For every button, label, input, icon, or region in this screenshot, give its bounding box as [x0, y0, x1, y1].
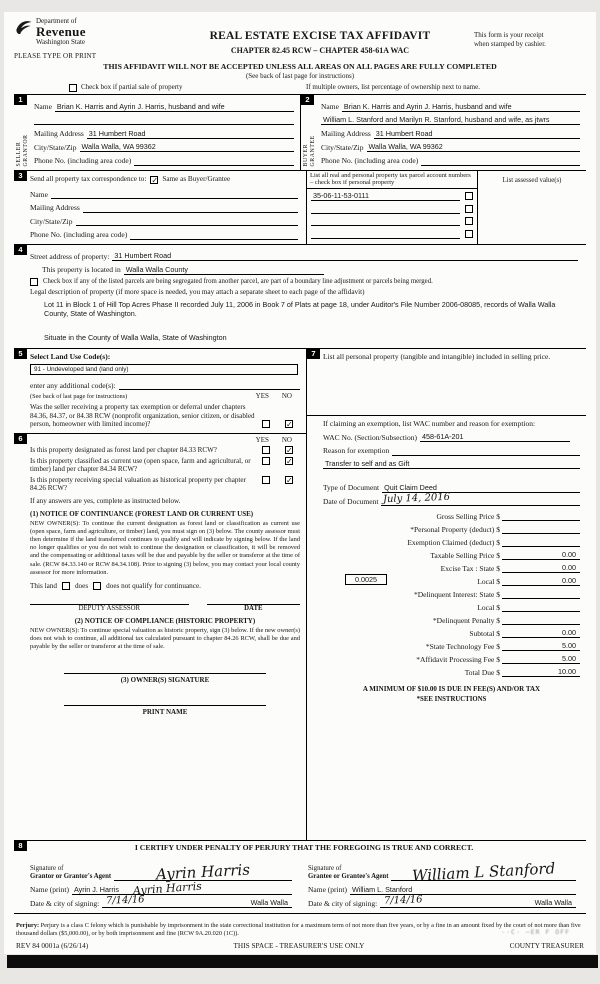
grantee-signature-labels	[308, 865, 391, 881]
continuance-qualify-row	[30, 582, 300, 591]
segregated-row	[30, 278, 578, 286]
seller-mailing-field[interactable]: 31 Humbert Road	[87, 129, 294, 139]
question-text: Is this property classified as current use (open space, farm and agricultural, or timber) land per chapter 84.34 RCW?	[30, 456, 251, 474]
excise-tax-state-value[interactable]: 0.00	[502, 563, 580, 573]
question-text: Is this property receiving special valuation as historical property per chapter 84.26 RCW?	[30, 475, 246, 493]
reason-label: Reason for exemption	[323, 446, 390, 456]
personal-property-checkbox[interactable]	[465, 217, 473, 225]
section-number-6: 6	[14, 434, 27, 444]
certify-statement: I CERTIFY UNDER PENALTY OF PERJURY THAT THE FOREGOING IS TRUE AND CORRECT.	[134, 842, 474, 852]
spacer	[323, 469, 580, 479]
selling-price-section	[307, 349, 586, 840]
section-number-7: 7	[307, 349, 320, 359]
no-header: NO	[281, 435, 292, 444]
forest-land-question	[30, 446, 300, 455]
reason-value-field[interactable]: Transfer to self and as Gift	[323, 459, 580, 469]
deputy-assessor-lines	[30, 597, 300, 605]
correspondence-name-row	[30, 186, 298, 200]
date-city-label: Date & city of signing:	[308, 898, 378, 908]
personal-property-deduct-value[interactable]	[502, 525, 580, 534]
section-number-2: 2	[301, 95, 314, 105]
buyer-name2-field[interactable]: William L. Stanford and Marilyn R. Stanford, husband and wife, as jtwrs	[321, 115, 580, 125]
total-due-row: Total Due $ 10.00	[323, 664, 580, 677]
assessed-value-column	[478, 171, 586, 244]
parcel-row	[307, 201, 477, 214]
located-in-label: This property is located in	[42, 265, 121, 275]
buyer-mailing-row	[321, 125, 580, 139]
correspondence-csz-field[interactable]	[76, 217, 299, 226]
notice-continuance-body: NEW OWNER(S): To continue the current designation as forest land or classification as current use (open space, farm and agriculture, or timber) land, you must sign on (3) below. The county assessor must then determine if the land transferred continues to qualify and will indicate by signing below. If the land no longer qualifies or you do not wish to continue the designation or classification, it will be removed and the compensating or additional taxes will be due and payable by the seller or transferor at the time of sale. (RCW 84.33.140 or RCW 84.34.108). Prior to signing (3) below, you may contact your local county assessor for more information.	[30, 519, 300, 576]
seller-csz-row	[34, 139, 294, 153]
same-as-buyer-checkbox[interactable]: ✓	[151, 175, 159, 185]
form-revision-number: REV 84 0001a (6/26/14)	[16, 940, 89, 950]
total-due-value[interactable]: 10.00	[502, 667, 580, 677]
seller-name-field[interactable]: Brian K. Harris and Ayrin J. Harris, husband and wife	[55, 102, 294, 112]
assessed-value-header: List assessed value(s)	[502, 176, 562, 184]
partial-sale-checkbox[interactable]	[69, 84, 77, 92]
see-back-note: (See back of last page for instructions)	[245, 71, 355, 80]
reason-row	[323, 442, 580, 456]
parcel-row	[307, 226, 477, 239]
historic-property-question	[30, 476, 300, 493]
grantor-date-city-field[interactable]	[102, 895, 292, 909]
agency-wordmark	[36, 18, 86, 47]
seller-phone-row	[34, 152, 294, 166]
grantee-signature-field[interactable]	[391, 859, 576, 886]
mailing-address-label: Mailing Address	[34, 129, 84, 139]
no-checkbox[interactable]: ✓	[286, 446, 293, 456]
seller-name-row	[34, 98, 294, 112]
local-rate-box: 0.0025	[345, 574, 387, 585]
grantee-signature-row	[308, 855, 576, 886]
please-type-or-print: PLEASE TYPE OR PRINT	[14, 52, 97, 61]
grantee-signature-ink: William L Stanford	[411, 859, 556, 886]
personal-property-blank-area[interactable]	[323, 361, 580, 415]
seller-phone-field[interactable]	[134, 157, 294, 166]
parcel-number-field[interactable]	[311, 205, 460, 214]
yes-no-boxes	[262, 420, 300, 428]
parcel-row	[307, 214, 477, 227]
grantee-city-value: Walla Walla	[534, 898, 572, 908]
dept-of-line: Department of	[36, 17, 77, 25]
grantor-signature-ink: Ayrin Harris	[155, 861, 251, 884]
phone-label: Phone No. (including area code)	[30, 230, 128, 240]
deputy-assessor-signature-line[interactable]	[30, 597, 189, 605]
yes-no-boxes	[262, 476, 300, 484]
perjury-lead: Perjury:	[16, 922, 40, 930]
section-number-4: 4	[14, 245, 27, 255]
additional-codes-label: enter any additional code(s):	[30, 381, 116, 391]
state-technology-fee-row: *State Technology Fee $ 5.00	[323, 638, 580, 651]
grantor-signature-row	[30, 855, 292, 884]
owners-signature-line[interactable]	[64, 664, 266, 674]
situate-line: Situate in the County of Walla Walla, State of Washington	[44, 332, 227, 342]
correspondence-phone-row	[30, 226, 298, 240]
street-address-field[interactable]: 31 Humbert Road	[112, 251, 578, 261]
yes-no-boxes	[262, 457, 300, 465]
date-label: DATE	[244, 604, 263, 612]
minimum-fee-note: A MINIMUM OF $10.00 IS DUE IN FEE(S) AND/OR TAX	[362, 685, 541, 694]
perjury-text: Perjury is a class C felony which is punishable by imprisonment in the state correctional institution for a maximum term of not more than five years, or by a fine in an amount fixed by the court of not more than five thousand dollars ($5,000.00), or by both imprisonment and fine (RCW 9A.20.020 (1C)).	[16, 922, 581, 938]
grantee-date-city-field[interactable]	[380, 895, 576, 909]
exemption-intro: If claiming an exemption, list WAC number and reason for exemption:	[323, 419, 536, 429]
segregated-checkbox[interactable]	[30, 278, 38, 286]
parcel-table	[306, 171, 586, 244]
question-text: Is this property designated as forest land per chapter 84.33 RCW?	[30, 446, 217, 455]
buyer-section	[300, 95, 586, 170]
grantor-date-ink: 7/14/16	[105, 894, 145, 907]
city-state-zip-label: City/State/Zip	[321, 142, 364, 152]
grantor-signature-block	[30, 855, 304, 908]
seller-section	[14, 95, 300, 170]
deputy-assessor-labels	[30, 605, 300, 613]
parcel-column	[307, 171, 478, 244]
receipt-note-line2: when stamped by cashier.	[474, 39, 546, 48]
current-use-question	[30, 457, 300, 474]
print-name-label: PRINT NAME	[142, 708, 188, 717]
segregated-label: Check box if any of the listed parcels are being segregated from another parcel, are part of a boundary line adjustment or parcels being merged.	[43, 277, 433, 285]
land-use-code-select[interactable]	[30, 364, 298, 375]
header-center	[166, 18, 474, 56]
document-date-label: Date of Document	[323, 496, 379, 506]
affidavit-processing-fee-row: *Affidavit Processing Fee $ 5.00	[323, 651, 580, 664]
exemption-deferral-question	[30, 403, 300, 429]
additional-codes-row	[30, 377, 300, 391]
state-technology-fee-value[interactable]: 5.00	[502, 641, 580, 651]
section-number-1: 1	[14, 95, 27, 105]
wac-label: WAC No. (Section/Subsection)	[323, 432, 417, 442]
print-name-line[interactable]	[64, 696, 266, 706]
yes-checkbox[interactable]	[262, 476, 270, 484]
treasurer-space-label: THIS SPACE - TREASURER'S USE ONLY	[233, 940, 365, 950]
legal-description-label: Legal description of property (if more space is needed, you may attach a separate sheet to each page of the affidavit)	[30, 288, 365, 297]
correspondence-mailing-row	[30, 199, 298, 213]
does-checkbox[interactable]	[62, 582, 70, 590]
name-print-label: Name (print)	[30, 885, 69, 895]
land-use-code-value: 91 - Undeveloped land (land only)	[34, 365, 129, 373]
wac-row	[323, 429, 580, 443]
see-instructions-note: *SEE INSTRUCTIONS	[416, 695, 487, 703]
owners-signature-label: (3) OWNER(S) SIGNATURE	[120, 675, 210, 684]
grantor-signature-labels	[30, 865, 114, 881]
same-as-buyer-label: Same as Buyer/Grantee	[162, 175, 231, 184]
seller-grantor-side-label: SELLER GRANTOR	[16, 134, 30, 167]
delinquent-interest-local-value[interactable]	[502, 603, 580, 612]
correspondence-mailing-field[interactable]	[83, 204, 298, 213]
affidavit-processing-fee-value[interactable]: 5.00	[502, 654, 580, 664]
exemption-claimed-value[interactable]	[502, 538, 580, 547]
see-back-note: (See back of last page for instructions)	[30, 393, 128, 401]
scan-artifact-bar	[7, 955, 598, 968]
delinquent-penalty-row: *Delinquent Penalty $	[323, 612, 580, 625]
washington-state-line: Washington State	[36, 38, 86, 47]
perjury-notice	[14, 919, 586, 938]
middle-columns	[14, 349, 586, 841]
grantee-date-ink: 7/14/16	[383, 894, 423, 907]
phone-label: Phone No. (including area code)	[321, 156, 419, 166]
chapter-line: CHAPTER 82.45 RCW – CHAPTER 458-61A WAC	[230, 46, 410, 56]
grantor-date-city-row	[30, 895, 292, 909]
yes-no-header-row	[30, 436, 300, 445]
taxable-selling-price-value[interactable]: 0.00	[502, 550, 580, 560]
partial-sale-label: Check box if partial sale of property	[81, 83, 183, 92]
name-label: Name	[321, 102, 339, 112]
right-column	[306, 349, 586, 840]
grantor-agent-label: Grantor or Grantor's Agent	[30, 873, 112, 881]
gross-selling-price-row: Gross Selling Price $	[323, 508, 580, 521]
no-header: NO	[281, 392, 292, 401]
legal-description-text[interactable]: Lot 11 in Block 1 of Hill Top Acres Phase II recorded July 11, 2006 in Book 7 of Plats at page 18, under Auditor's File Number 2006-08085, records of Walla Walla County, State of Washington.	[44, 300, 556, 319]
excise-tax-local-row: 0.0025 Local $ 0.00	[323, 573, 580, 586]
document-type-label: Type of Document	[323, 483, 380, 493]
buyer-csz-row	[321, 139, 580, 153]
yes-checkbox[interactable]	[262, 446, 270, 454]
parcel-header: List all real and personal property tax parcel account numbers – check box if personal property	[307, 171, 477, 189]
parcel-number-field[interactable]	[311, 217, 460, 226]
tax-correspondence-section	[14, 171, 586, 245]
correspondence-name-field[interactable]	[51, 190, 298, 199]
section-number-5: 5	[14, 349, 27, 359]
signature-columns	[30, 855, 578, 908]
reason-field[interactable]	[392, 447, 580, 456]
parcel-number-field[interactable]	[311, 230, 460, 239]
seller-csz-field[interactable]: Walla Walla, WA 99362	[80, 142, 295, 152]
signature-of-label: Signature of	[308, 864, 342, 872]
form-title: REAL ESTATE EXCISE TAX AFFIDAVIT	[209, 30, 431, 42]
yes-no-boxes	[262, 446, 300, 454]
city-state-zip-label: City/State/Zip	[30, 216, 73, 226]
buyer-name2-row	[321, 112, 580, 126]
delinquent-interest-state-value[interactable]	[502, 590, 580, 599]
grantor-name-print-field[interactable]: Ayrin J. Harris Ayrin Harris	[72, 882, 292, 895]
no-checkbox[interactable]: ✓	[286, 475, 293, 485]
grantee-name-print-field[interactable]: William L. Stanford	[350, 885, 576, 895]
date-city-label: Date & city of signing:	[30, 898, 100, 908]
gross-selling-price-value[interactable]	[502, 512, 580, 521]
document-type-row	[323, 479, 580, 493]
tax-computation	[323, 508, 580, 677]
parties-section	[14, 94, 586, 171]
grantor-city-value: Walla Walla	[250, 898, 288, 908]
buyer-name-field[interactable]: Brian K. Harris and Ayrin J. Harris, husband and wife	[342, 102, 580, 112]
yes-header: YES	[255, 392, 269, 401]
subtotal-value[interactable]: 0.00	[502, 628, 580, 638]
grantor-signature-field[interactable]	[114, 861, 292, 884]
delinquent-interest-state-row: *Delinquent Interest: State $	[323, 586, 580, 599]
dor-logo-icon	[14, 18, 33, 37]
multiple-owners-note: If multiple owners, list percentage of ownership next to name.	[306, 83, 480, 92]
personal-property-checkbox[interactable]	[465, 192, 473, 200]
buyer-csz-field[interactable]: Walla Walla, WA 99362	[367, 142, 581, 152]
buyer-mailing-field[interactable]: 31 Humbert Road	[374, 129, 580, 139]
parcel-number-field[interactable]: 35-06-11-53-0111	[311, 191, 460, 201]
reason-value-row	[323, 456, 580, 470]
affidavit-page	[4, 12, 596, 954]
send-correspondence-label: Send all property tax correspondence to:	[30, 175, 147, 184]
yes-checkbox[interactable]	[262, 457, 270, 465]
mailing-address-label: Mailing Address	[30, 203, 80, 213]
document-date-field[interactable]: July 14, 2016	[381, 493, 580, 507]
name-label: Name	[30, 189, 48, 199]
property-location-section	[14, 245, 586, 349]
no-checkbox[interactable]: ✓	[286, 419, 293, 429]
street-address-label: Street address of property:	[30, 251, 110, 261]
seller-name2-row	[34, 112, 294, 126]
mailing-address-label: Mailing Address	[321, 129, 371, 139]
seller-name2-field[interactable]	[34, 116, 294, 125]
wac-number-field[interactable]: 458-61A-201	[420, 432, 570, 442]
phone-label: Phone No. (including area code)	[34, 156, 132, 166]
grantor-name-ink: Ayrin Harris	[132, 879, 203, 898]
exemption-claimed-row: Exemption Claimed (deduct) $	[323, 534, 580, 547]
personal-property-checkbox[interactable]	[465, 205, 473, 213]
print-name-block	[56, 696, 274, 717]
section-number-8: 8	[14, 841, 27, 851]
personal-property-label: List all personal property (tangible and intangible) included in selling price.	[323, 351, 551, 361]
dor-logo	[14, 18, 166, 47]
yes-no-header	[256, 392, 300, 401]
date-line[interactable]	[207, 597, 300, 605]
grantee-signature-block	[304, 855, 578, 908]
correspondence-phone-field[interactable]	[130, 231, 298, 240]
owners-signature-block	[56, 664, 274, 685]
buyer-name-row	[321, 98, 580, 112]
subtotal-row: Subtotal $ 0.00	[323, 625, 580, 638]
does-not-label: does not qualify for continuance.	[106, 581, 201, 590]
receipt-note-line1: This form is your receipt	[474, 31, 544, 39]
if-yes-note: If any answers are yes, complete as instructed below.	[30, 496, 181, 505]
county-treasurer-label: COUNTY TREASURER	[509, 940, 584, 950]
header-left	[14, 18, 166, 61]
revenue-wordmark: Revenue	[36, 24, 86, 40]
correspondence-csz-row	[30, 213, 298, 227]
buyer-phone-field[interactable]	[421, 157, 580, 166]
grantee-agent-label: Grantee or Grantee's Agent	[308, 873, 389, 881]
certification-section	[14, 841, 586, 915]
personal-property-checkbox[interactable]	[465, 230, 473, 238]
correspondence-left	[14, 171, 306, 244]
land-use-section	[14, 349, 306, 434]
top-checkbox-row	[14, 83, 586, 92]
document-date-row	[323, 493, 580, 507]
warning-line: THIS AFFIDAVIT WILL NOT BE ACCEPTED UNLESS ALL AREAS ON ALL PAGES ARE FULLY COMPLETED	[103, 61, 497, 71]
left-column	[14, 349, 306, 840]
deputy-assessor-label: DEPUTY ASSESSOR	[78, 604, 141, 612]
delinquent-interest-local-row: Local $	[323, 599, 580, 612]
footer-row	[14, 938, 586, 952]
additional-codes-field[interactable]	[119, 381, 300, 390]
header	[14, 18, 586, 61]
document-type-field[interactable]: Quit Claim Deed	[382, 483, 580, 493]
faded-stamp: ··C· —ER F OFF	[501, 928, 570, 936]
personal-property-deduct-row: *Personal Property (deduct) $	[323, 521, 580, 534]
see-back-yn-row	[30, 392, 300, 401]
name-label: Name	[34, 102, 52, 112]
send-correspondence-row	[30, 174, 298, 186]
city-state-zip-label: City/State/Zip	[34, 142, 77, 152]
buyer-grantee-side-label: BUYER GRANTEE	[303, 135, 317, 167]
excise-tax-local-value[interactable]: 0.00	[502, 576, 580, 586]
grantee-date-city-row	[308, 895, 576, 909]
grantor-name-print-row	[30, 879, 292, 898]
partial-sale	[14, 83, 306, 92]
does-label: does	[74, 581, 89, 590]
taxable-selling-price-row: Taxable Selling Price $ 0.00	[323, 547, 580, 560]
yes-checkbox[interactable]	[262, 420, 270, 428]
no-checkbox[interactable]: ✓	[286, 456, 293, 466]
parcel-row	[307, 189, 477, 202]
this-land-label: This land	[30, 581, 57, 590]
section-number-3: 3	[14, 171, 27, 181]
buyer-phone-row	[321, 152, 580, 166]
street-address-row	[30, 248, 578, 262]
delinquent-penalty-value[interactable]	[502, 616, 580, 625]
notice-compliance-title: (2) NOTICE OF COMPLIANCE (HISTORIC PROPERTY)	[74, 617, 256, 626]
does-not-checkbox[interactable]	[93, 582, 101, 590]
seller-mailing-row	[34, 125, 294, 139]
yes-header: YES	[255, 435, 269, 444]
notice-continuance-title: (1) NOTICE OF CONTINUANCE (FOREST LAND OR CURRENT USE)	[30, 509, 254, 518]
located-in-row	[30, 261, 578, 275]
excise-tax-state-row: Excise Tax : State $ 0.00	[323, 560, 580, 573]
question-text: Was the seller receiving a property tax exemption or deferral under chapters 84.36, 84.37, or 84.38 RCW (nonprofit organization, senior citizen, or disabled person, homeowner with limited income)?	[30, 403, 255, 429]
yes-no-header	[256, 436, 300, 445]
name-print-label: Name (print)	[308, 885, 347, 895]
signature-of-label: Signature of	[30, 864, 64, 872]
county-field[interactable]: Walla Walla County	[124, 265, 324, 275]
classification-section	[14, 434, 306, 723]
section-divider	[307, 415, 586, 416]
receipt-note	[474, 18, 586, 49]
land-use-title: Select Land Use Code(s):	[30, 351, 111, 361]
notice-compliance-body: NEW OWNER(S): To continue special valuation as historic property, sign (3) below. If the new owner(s) does not wish to continue, all additional tax calculated pursuant to chapter 84.26 RCW, shall be due and payable by the seller or transferor at the time of sale.	[30, 627, 300, 651]
